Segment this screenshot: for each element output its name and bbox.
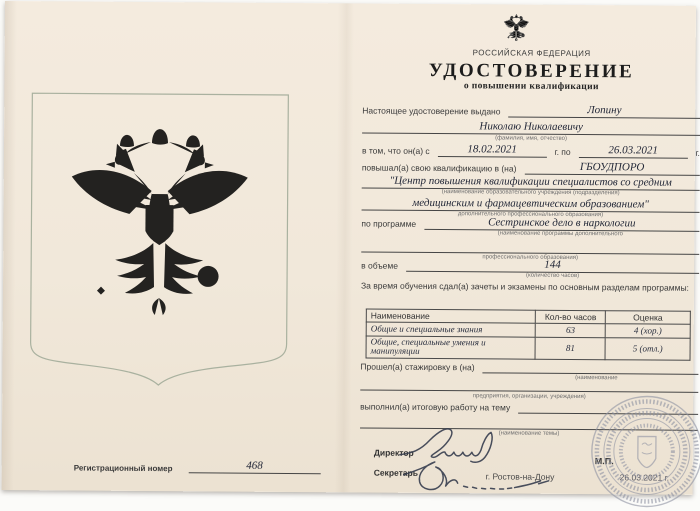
table-row — [366, 336, 690, 360]
internship-extra-row — [360, 377, 698, 392]
signatures-overlay — [359, 418, 610, 510]
volume-label: в объеме — [361, 260, 399, 271]
period-mid-label: г. по — [554, 146, 571, 157]
col-header-name: Наименование — [366, 309, 536, 323]
date-to-value: 26.03.2021 — [579, 144, 688, 159]
full-name-row — [362, 119, 700, 135]
organization-caption1: (наименование образовательного учреждения (подразделения) — [441, 189, 620, 197]
issued-to-row — [362, 102, 700, 118]
thesis-label: выполнил(а) итоговую работу на тему — [360, 401, 511, 413]
secretary-label: Секретарь — [373, 467, 419, 478]
round-seal-icon — [587, 392, 700, 511]
period-prefix-label: в том, что он(а) с — [361, 145, 430, 156]
scores-table — [366, 309, 691, 361]
row2-grade: 5 (отл.) — [605, 337, 690, 360]
issue-date: 26.03.2021 г. — [619, 472, 670, 483]
program-extra-line — [361, 239, 699, 254]
volume-caption: (количество часов) — [525, 272, 580, 280]
paper-center-fold-shadow — [335, 3, 354, 492]
internship-caption2: предприятия, организации, учреждения) — [472, 393, 586, 401]
row1-hours: 63 — [536, 323, 606, 337]
date-from-value: 18.02.2021 — [438, 143, 547, 158]
qualification-label: повышал(а) свою квалификацию в (на) — [361, 162, 517, 174]
certificate-title: УДОСТОВЕРЕНИЕ — [428, 59, 635, 83]
qualification-value: ГБОУДПОРО — [524, 161, 699, 176]
director-label: Директор — [373, 447, 414, 458]
paper-left-fold-shadow — [2, 1, 17, 490]
program-value: Сестринское дело в наркологии — [424, 216, 699, 232]
certificate-subtitle: о повышении квалификации — [463, 81, 599, 93]
full-name-value: Николаю Николаевичу — [362, 119, 700, 135]
row1-name: Общие и специальные знания — [370, 323, 483, 335]
row2-name: Общие, специальные умения и манипуляции — [370, 336, 486, 356]
double-headed-eagle-watermark-icon — [59, 115, 260, 328]
issued-to-value: Лопину — [508, 104, 700, 119]
program-label: по программе — [361, 218, 417, 229]
volume-value: 144 — [406, 258, 699, 274]
internship-row — [360, 359, 698, 374]
program-extra-row — [361, 239, 699, 254]
qualification-row — [362, 159, 700, 175]
internship-extra-line — [360, 377, 698, 392]
col-header-hours: Кол-во часов — [536, 310, 606, 323]
internship-line — [483, 360, 699, 375]
col-header-grade: Оценка — [605, 311, 690, 325]
program-row — [361, 215, 699, 231]
organization-line2-value: медицинским и фармацевтическим образованием" — [362, 196, 700, 212]
director-signature — [400, 428, 492, 462]
registration-number-row — [74, 458, 334, 474]
thesis-caption: (наименование темы) — [498, 430, 560, 437]
row1-grade: 4 (хор.) — [605, 324, 690, 338]
internship-caption1: (наименование — [575, 374, 618, 382]
certificate-paper — [2, 1, 700, 495]
row2-hours: 81 — [535, 337, 605, 359]
city-label: г. Ростов-на-Дону — [485, 471, 555, 482]
full-name-caption: (фамилия, имя, отчество) — [495, 135, 568, 142]
seal-place-label: М.П. — [594, 456, 614, 467]
internship-label: Прошел(а) стажировку в (на) — [360, 361, 475, 373]
issued-to-label: Настоящее удостоверение выдано — [362, 105, 501, 117]
country-name: РОССИЙСКАЯ ФЕДЕРАЦИЯ — [472, 48, 591, 59]
registration-number-label: Регистрационный номер — [73, 463, 173, 474]
program-caption2: профессионального образования) — [482, 254, 579, 262]
organization-line1-value: "Центр повышения квалификации специалистов со средним — [362, 174, 700, 190]
period-row — [362, 142, 700, 158]
registration-number-value: 468 — [188, 459, 320, 474]
period-suffix-label: г. — [695, 147, 700, 158]
secretary-signature — [404, 462, 549, 491]
organization-caption2: дополнительного профессионального образования) — [457, 211, 604, 219]
program-caption1: (наименование программы дополнительного — [497, 230, 624, 238]
exams-paragraph: За время обучения сдал(а) зачеты и экзамены по основным разделам программы: — [360, 280, 689, 293]
